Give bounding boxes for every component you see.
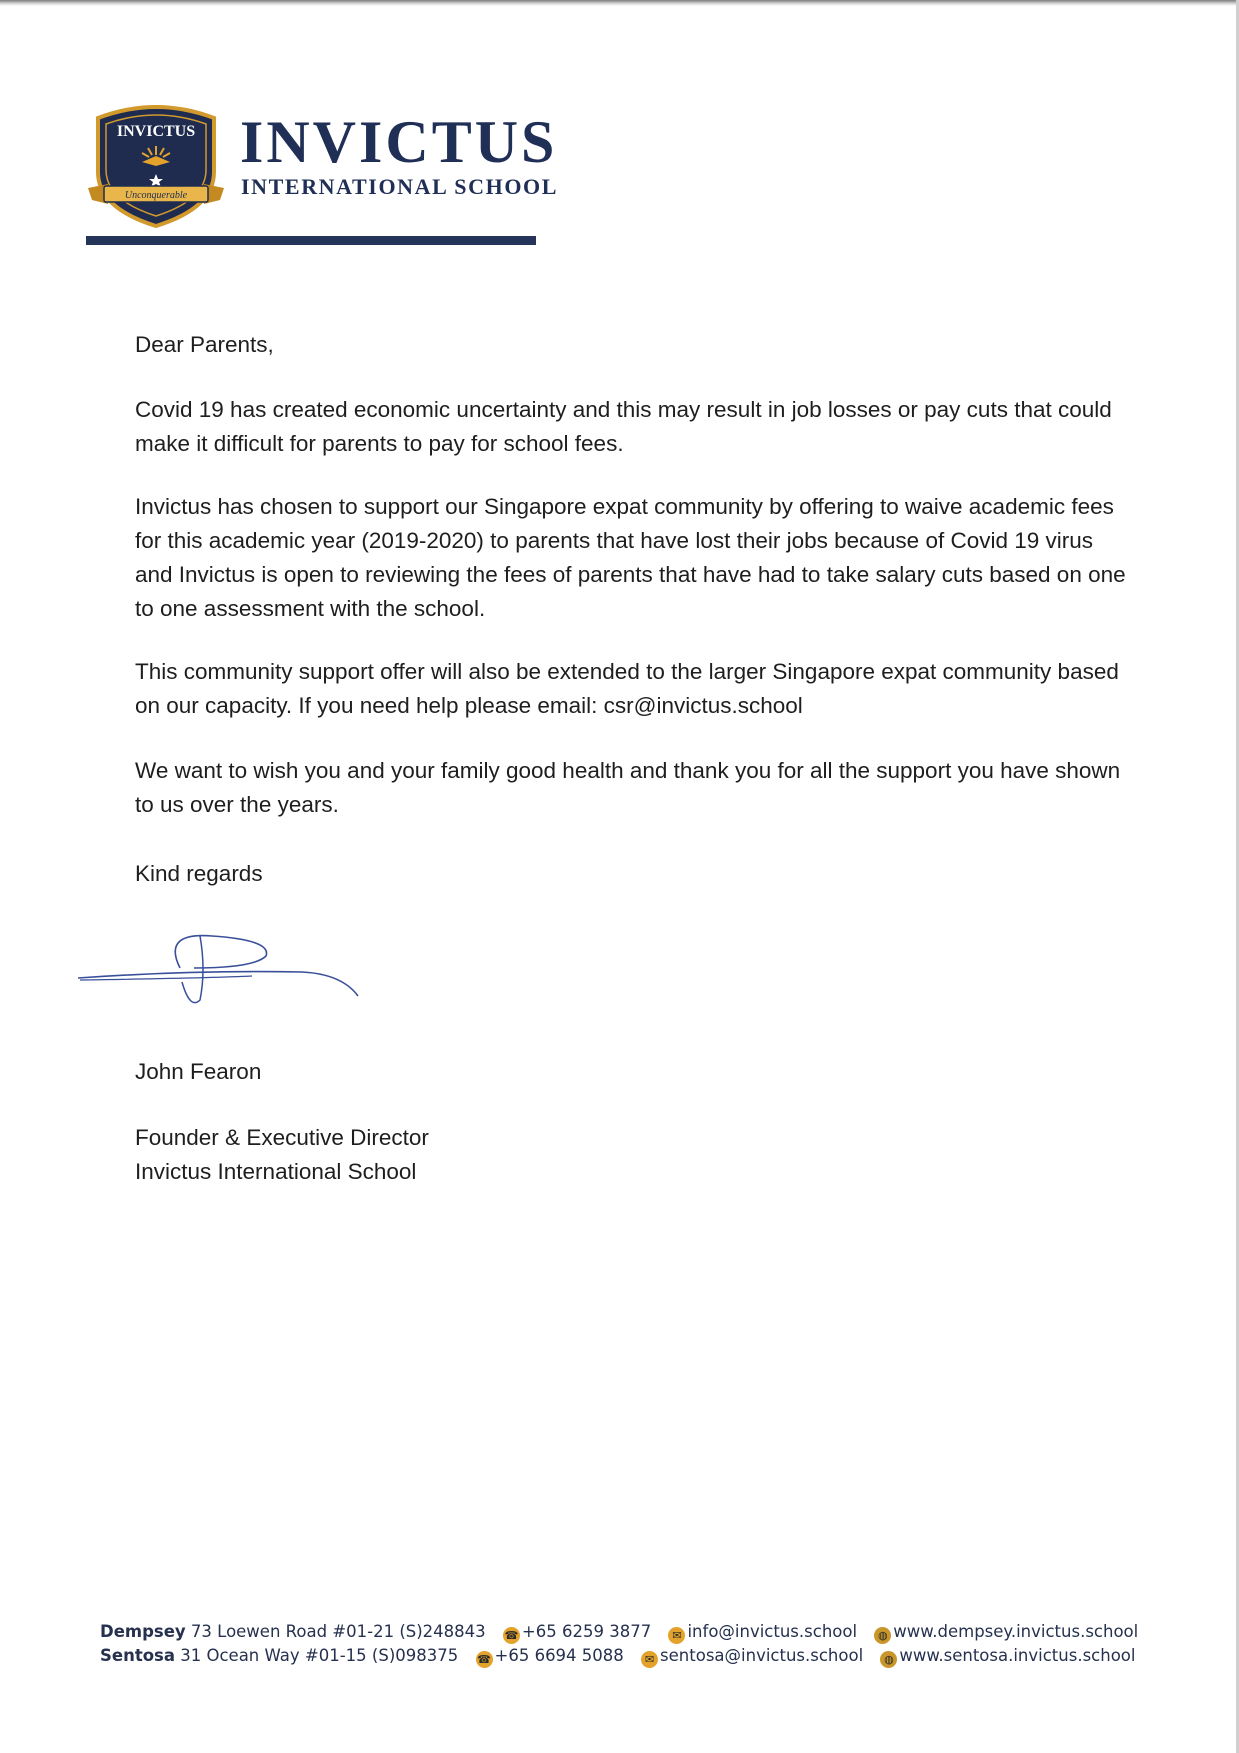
signer-name-text: John Fearon: [135, 1059, 262, 1084]
footer-row-sentosa: [100, 1645, 1160, 1668]
footer-site: Sentosa: [100, 1646, 175, 1665]
phone-icon: ☎: [504, 1629, 519, 1642]
scan-edge-top: [0, 0, 1239, 6]
letter-paragraph-2: [135, 490, 1135, 626]
email-icon: ✉: [641, 1651, 658, 1668]
footer-address: 31 Ocean Way #01-15 (S)098375: [180, 1646, 459, 1665]
closing-text: Kind regards: [135, 861, 263, 886]
signer-title: Founder & Executive Director: [135, 1125, 429, 1150]
email-icon: ✉: [668, 1627, 685, 1644]
footer-email[interactable]: info@invictus.school: [687, 1622, 858, 1641]
letter-closing: [135, 857, 1135, 891]
footer-web[interactable]: www.sentosa.invictus.school: [899, 1646, 1136, 1665]
footer-web[interactable]: www.dempsey.invictus.school: [893, 1622, 1139, 1641]
phone-icon: ☎: [477, 1653, 491, 1666]
school-subtitle: INTERNATIONAL SCHOOL: [241, 174, 559, 199]
school-crest-icon: [86, 100, 226, 230]
signer-org: Invictus International School: [135, 1159, 417, 1184]
paragraph-text: We want to wish you and your family good health and thank you for all the support you have shown to us over the years.: [135, 758, 1121, 817]
letter-paragraph-4: [135, 754, 1135, 822]
header-divider: [86, 236, 536, 245]
letter-salutation: [135, 328, 1135, 362]
globe-icon: ◍: [874, 1627, 891, 1644]
signer-name: [135, 1055, 1135, 1089]
footer-phone[interactable]: +65 6259 3877: [521, 1622, 652, 1641]
salutation-text: Dear Parents,: [135, 332, 274, 357]
letter-paragraph-1: [135, 393, 1135, 461]
footer-address: 73 Loewen Road #01-21 (S)248843: [190, 1622, 486, 1641]
crest-text: INVICTUS: [116, 123, 196, 140]
paragraph-text: This community support offer will also be extended to the larger Singapore expat community based on our capacity. If you need help please email: csr@invictus.school: [135, 659, 1119, 718]
footer-row-dempsey: [100, 1621, 1160, 1644]
signer-block: [135, 1121, 1135, 1189]
footer-site: Dempsey: [100, 1622, 186, 1641]
footer-email[interactable]: sentosa@invictus.school: [660, 1646, 864, 1665]
crest-motto: Unconquerable: [124, 190, 188, 201]
footer-phone[interactable]: +65 6694 5088: [494, 1646, 624, 1665]
globe-icon: ◍: [880, 1651, 897, 1668]
paragraph-text: Invictus has chosen to support our Singapore expat community by offering to waive academic fees for this academic year (2019-2020) to parents that have lost their jobs because of Covid 19 virus and Invictus is open to reviewing the fees of parents that have had to take salary cuts based on one to one assessment with the school.: [135, 494, 1126, 621]
letter-paragraph-3: [135, 655, 1135, 723]
signature-mark: [72, 930, 412, 1030]
paragraph-text: Covid 19 has created economic uncertainty and this may result in job losses or pay cuts that could make it difficult for parents to pay for school fees.: [135, 397, 1112, 456]
school-name: INVICTUS: [240, 109, 558, 175]
